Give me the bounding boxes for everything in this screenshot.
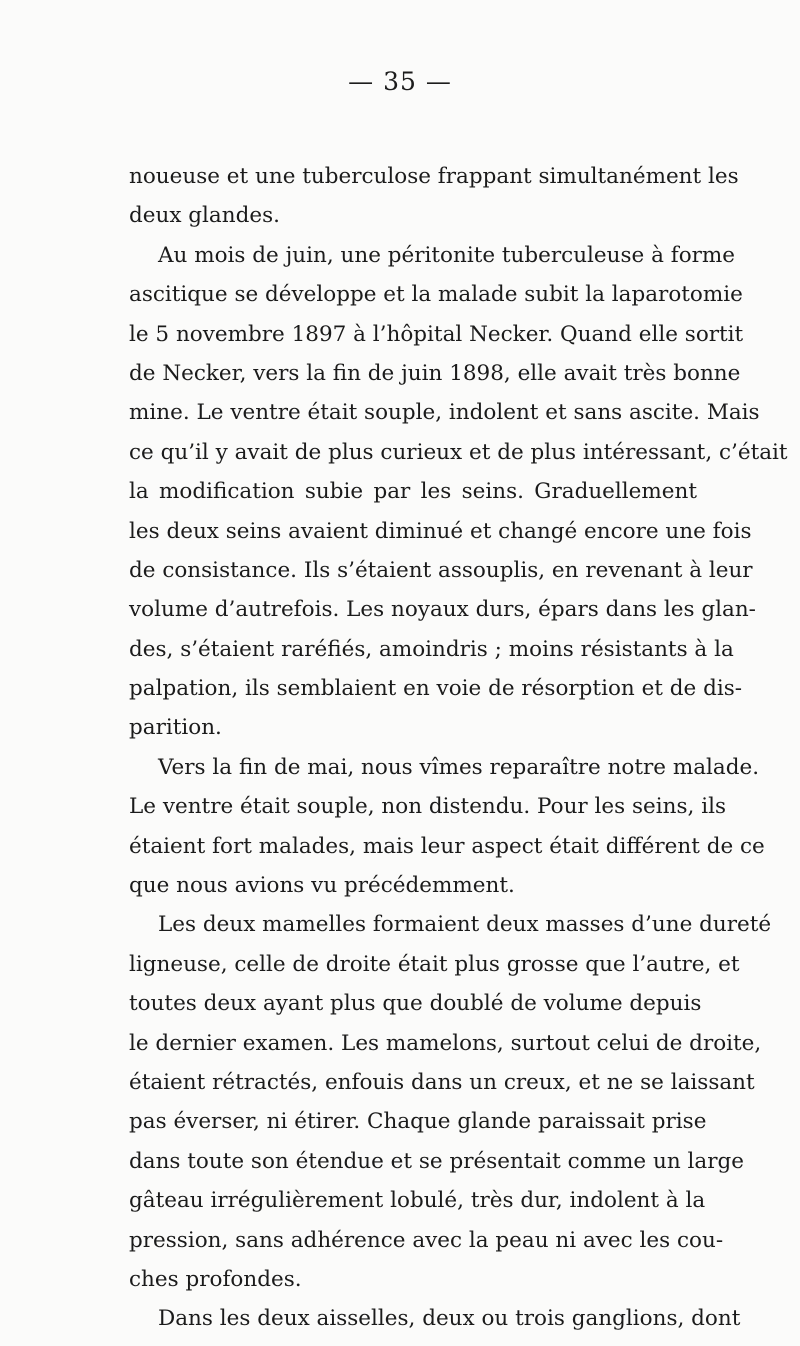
text-line: palpation, ils semblaient en voie de résorption et de dis- [129,676,743,702]
paragraph-first-line: Dans les deux aisselles, deux ou trois ganglions, dont [158,1306,741,1332]
text-line: le 5 novembre 1897 à l’hôpital Necker. Quand elle sortit [129,321,744,347]
text-line: Le ventre était souple, non distendu. Pour les seins, ils [129,794,726,820]
text-line: ce qu’il y avait de plus curieux et de plus intéressant, c’était [129,439,788,465]
text-line: dans toute son étendue et se présentait comme un large [129,1148,744,1174]
text-line: que nous avions vu précédemment. [129,873,515,899]
text-line: des, s’étaient raréfiés, amoindris ; moins résistants à la [129,636,734,662]
paragraph-first-line: Au mois de juin, une péritonite tuberculeuse à forme [158,242,736,268]
text-line: ches profondes. [129,1266,302,1292]
text-line: de consistance. Ils s’étaient assouplis, en revenant à leur [129,557,753,583]
body-text [129,157,788,1339]
paragraph-first-line: Les deux mamelles formaient deux masses d’une dureté [158,912,772,938]
text-line: parition. [129,715,222,741]
paragraph-first-line: Vers la fin de mai, nous vîmes reparaître notre malade. [158,754,760,780]
text-line: gâteau irrégulièrement lobulé, très dur, indolent à la [129,1188,706,1214]
text-line: deux glandes. [129,203,280,229]
text-line: la modification subie par les seins. Graduellement [129,479,697,505]
text-line: toutes deux ayant plus que doublé de volume depuis [129,991,702,1017]
text-line: pression, sans adhérence avec la peau ni avec les cou- [129,1227,724,1253]
text-line: noueuse et une tuberculose frappant simultanément les [129,164,739,189]
text-line: les deux seins avaient diminué et changé encore une fois [129,518,752,544]
text-line: ascitique se développe et la malade subit la laparotomie [129,282,743,308]
text-line: mine. Le ventre était souple, indolent et sans ascite. Mais [129,400,760,426]
text-line: étaient fort malades, mais leur aspect était différent de ce [129,833,765,859]
text-line: le dernier examen. Les mamelons, surtout celui de droite, [129,1030,762,1056]
text-line: étaient rétractés, enfouis dans un creux, et ne se laissant [129,1069,755,1095]
text-line: de Necker, vers la fin de juin 1898, elle avait très bonne [129,360,741,386]
page-number: — 35 — [348,67,452,96]
text-line: volume d’autrefois. Les noyaux durs, épars dans les glan- [129,597,756,623]
text-line: pas éverser, ni étirer. Chaque glande paraissait prise [129,1109,707,1135]
text-line: ligneuse, celle de droite était plus grosse que l’autre, et [129,951,740,977]
